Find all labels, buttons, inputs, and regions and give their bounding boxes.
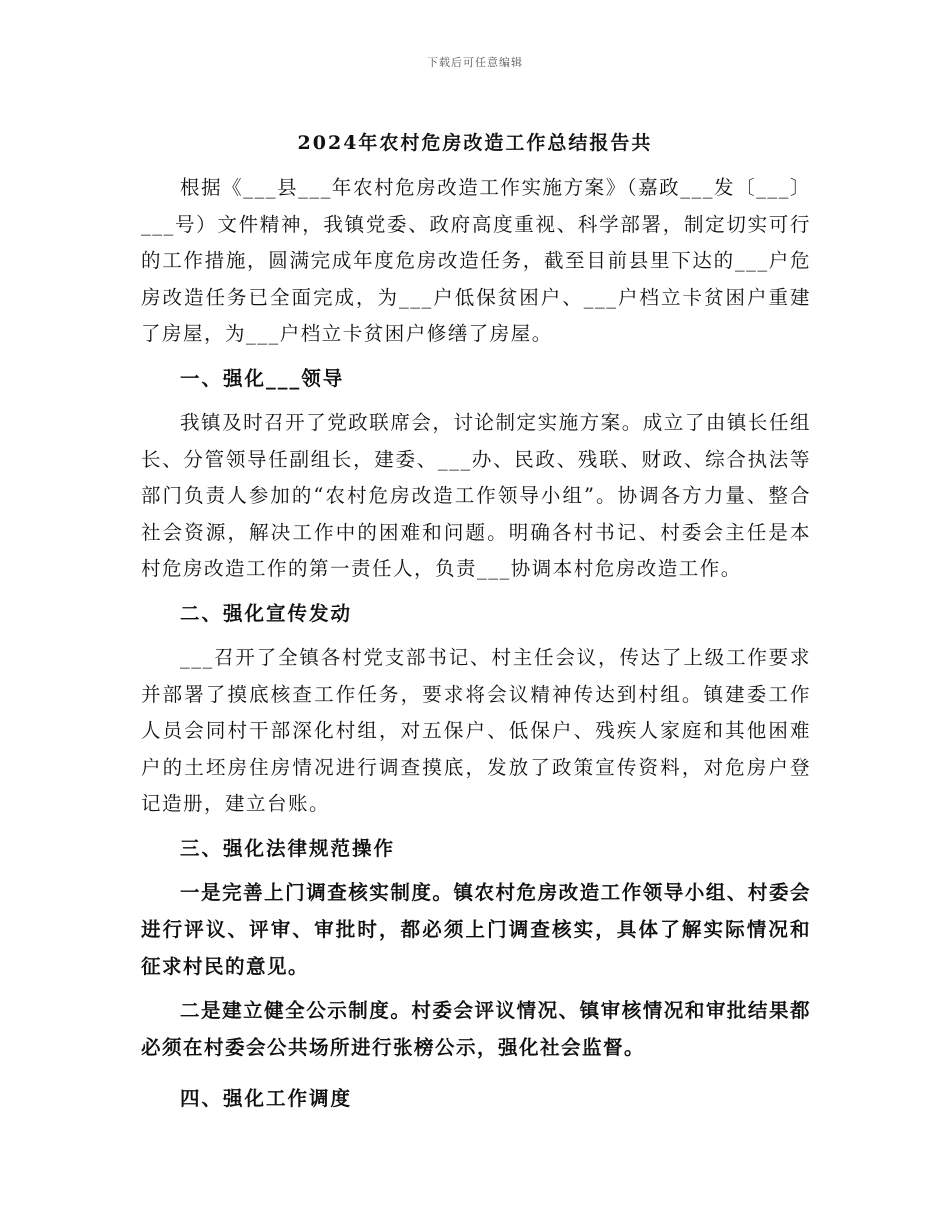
heading-1: 一、强化___领导 — [180, 366, 345, 390]
heading-2: 二、强化宣传发动 — [180, 601, 353, 625]
heading-4: 四、强化工作调度 — [180, 1086, 353, 1110]
header-note: 下载后可任意编辑 — [427, 56, 523, 69]
paragraph-leadership: 我镇及时召开了党政联席会，讨论制定实施方案。成立了由镇长任组长、分管领导任副组长，建委、___办、民政、残联、财政、综合执法等部门负责人参加的“农村危房改造工作领导小组”。协调各方力量、整合社会资源，解决工作中的困难和问题。明确各村书记、村委会主任是本村危房改造工作的第一责任人，负责___协调本村危房改造工作。 — [141, 411, 811, 580]
paragraph-intro: 根据《___县___年农村危房改造工作实施方案》（嘉政___发〔___〕___号）文件精神，我镇党委、政府高度重视、科学部署，制定切实可行的工作措施，圆满完成年度危房改造任务，截至目前县里下达的___户危房改造任务已全面完成，为___户低保贫困户、___户档立卡贫困户重建了房屋，为___户档立卡贫困户修缮了房屋。 — [141, 176, 811, 345]
document-body — [141, 170, 811, 1117]
paragraph-publicity: ___召开了全镇各村党支部书记、村主任会议，传达了上级工作要求并部署了摸底核查工作任务，要求将会议精神传达到村组。镇建委工作人员会同村干部深化村组，对五保户、低保户、残疾人家庭和其他困难户的土坯房住房情况进行调查摸底，发放了政策宣传资料，对危房户登记造册，建立台账。 — [141, 646, 811, 815]
paragraph-disclosure: 二是建立健全公示制度。村委会评议情况、镇审核情况和审批结果都必须在村委会公共场所进行张榜公示，强化社会监督。 — [141, 999, 811, 1060]
paragraph-verification: 一是完善上门调查核实制度。镇农村危房改造工作领导小组、村委会进行评议、评审、审批时，都必须上门调查核实，具体了解实际情况和征求村民的意见。 — [141, 881, 811, 978]
document-title: 2024年农村危房改造工作总结报告共 — [297, 132, 653, 154]
heading-3: 三、强化法律规范操作 — [180, 836, 396, 860]
